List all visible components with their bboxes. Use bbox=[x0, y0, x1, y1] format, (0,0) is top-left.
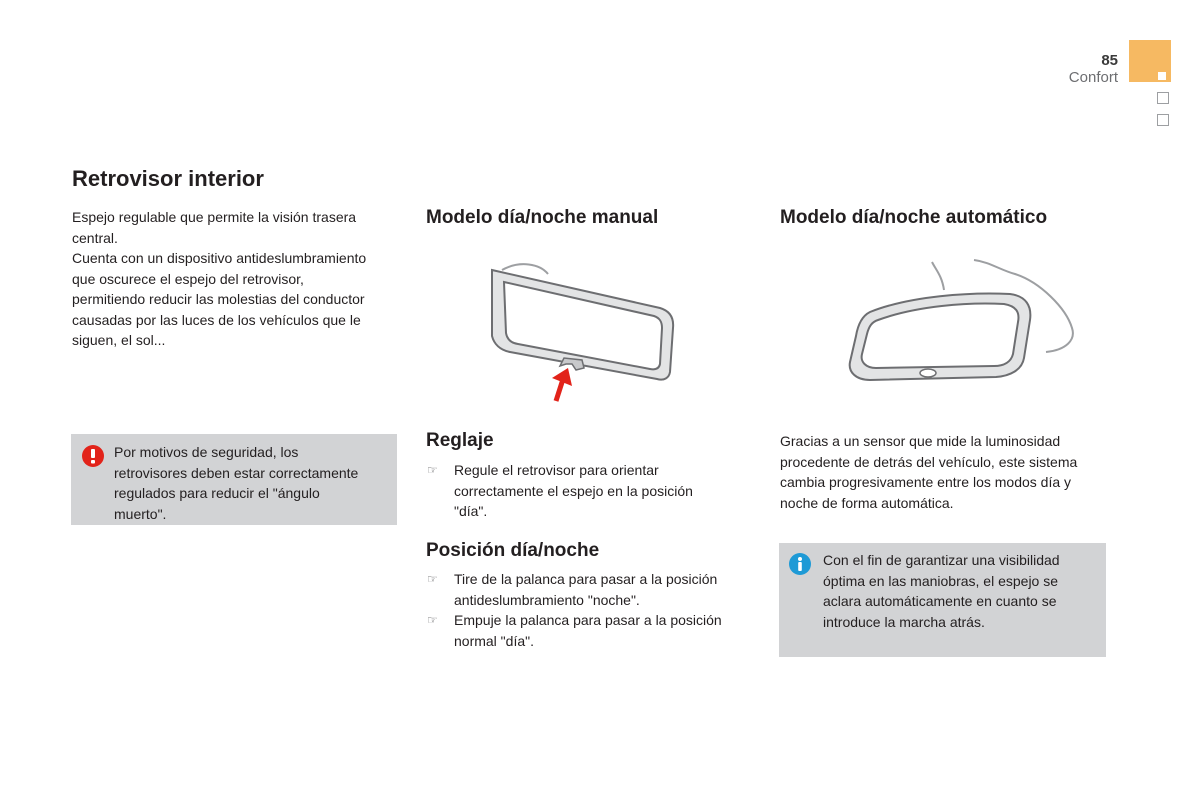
text-line: Empuje la palanca para pasar a la posición bbox=[454, 612, 722, 628]
text-line: noche de forma automática. bbox=[780, 494, 954, 511]
text-line: regulados para reducir el "ángulo bbox=[114, 485, 320, 501]
text-line: Tire de la palanca para pasar a la posición bbox=[454, 571, 718, 587]
text-line: introduce la marcha atrás. bbox=[823, 613, 985, 630]
automatic-model-heading: Modelo día/noche automático bbox=[780, 207, 1048, 228]
chapter-tab-box bbox=[1157, 114, 1169, 126]
list-item bbox=[426, 569, 766, 610]
adjust-heading: Reglaje bbox=[426, 430, 494, 451]
text-line: Con el fin de garantizar una visibilidad bbox=[823, 552, 1060, 568]
text-line: Gracias a un sensor que mide la luminosidad bbox=[780, 433, 1061, 449]
text-line: Regule el retrovisor para orientar bbox=[454, 462, 659, 478]
warning-text bbox=[114, 442, 394, 524]
chapter-tab-box bbox=[1157, 92, 1169, 104]
text-line: permitiendo reducir las molestias del conductor bbox=[72, 291, 365, 307]
list-item bbox=[426, 460, 756, 522]
pointing-hand-icon: ☞ bbox=[427, 463, 438, 477]
warning-exclamation-icon bbox=[82, 445, 104, 467]
manual-mirror-illustration bbox=[480, 256, 680, 406]
text-line: cambia progresivamente entre los modos día y bbox=[780, 474, 1072, 490]
info-text bbox=[823, 550, 1103, 632]
manual-model-heading: Modelo día/noche manual bbox=[426, 207, 659, 228]
text-line: que oscurece el espejo del retrovisor, bbox=[72, 270, 304, 287]
text-line: aclara automáticamente en cuanto se bbox=[823, 593, 1057, 609]
info-i-icon bbox=[789, 553, 811, 575]
text-line: óptima en las maniobras, el espejo se bbox=[823, 572, 1059, 589]
text-line: correctamente el espejo en la posición bbox=[454, 482, 693, 499]
page-number: 85 bbox=[1101, 52, 1118, 69]
intro-text bbox=[72, 207, 412, 351]
list-item bbox=[426, 610, 766, 651]
text-line: causadas por las luces de los vehículos que le bbox=[72, 311, 361, 328]
chapter-tab-marker bbox=[1158, 72, 1166, 80]
position-list bbox=[426, 569, 766, 651]
text-line: "día". bbox=[454, 503, 488, 519]
text-line: siguen, el sol... bbox=[72, 332, 166, 348]
text-line: central. bbox=[72, 229, 118, 246]
info-box bbox=[779, 543, 1106, 657]
automatic-description bbox=[780, 431, 1130, 513]
automatic-mirror-illustration bbox=[840, 256, 1080, 391]
warning-box bbox=[71, 434, 397, 525]
section-name: Confort bbox=[1068, 69, 1118, 86]
text-line: procedente de detrás del vehículo, este sistema bbox=[780, 453, 1078, 470]
text-line: antideslumbramiento "noche". bbox=[454, 591, 640, 608]
page-title: Retrovisor interior bbox=[72, 166, 264, 191]
text-line: Por motivos de seguridad, los bbox=[114, 444, 299, 460]
adjust-list bbox=[426, 460, 756, 522]
position-heading: Posición día/noche bbox=[426, 540, 600, 561]
text-line: Cuenta con un dispositivo antideslumbramiento bbox=[72, 250, 367, 266]
pointing-hand-icon: ☞ bbox=[427, 572, 438, 586]
text-line: muerto". bbox=[114, 505, 167, 522]
text-line: retrovisores deben estar correctamente bbox=[114, 464, 359, 481]
red-arrow-icon bbox=[552, 368, 572, 401]
pointing-hand-icon: ☞ bbox=[427, 613, 438, 627]
text-line: Espejo regulable que permite la visión trasera bbox=[72, 209, 357, 225]
text-line: normal "día". bbox=[454, 632, 534, 649]
